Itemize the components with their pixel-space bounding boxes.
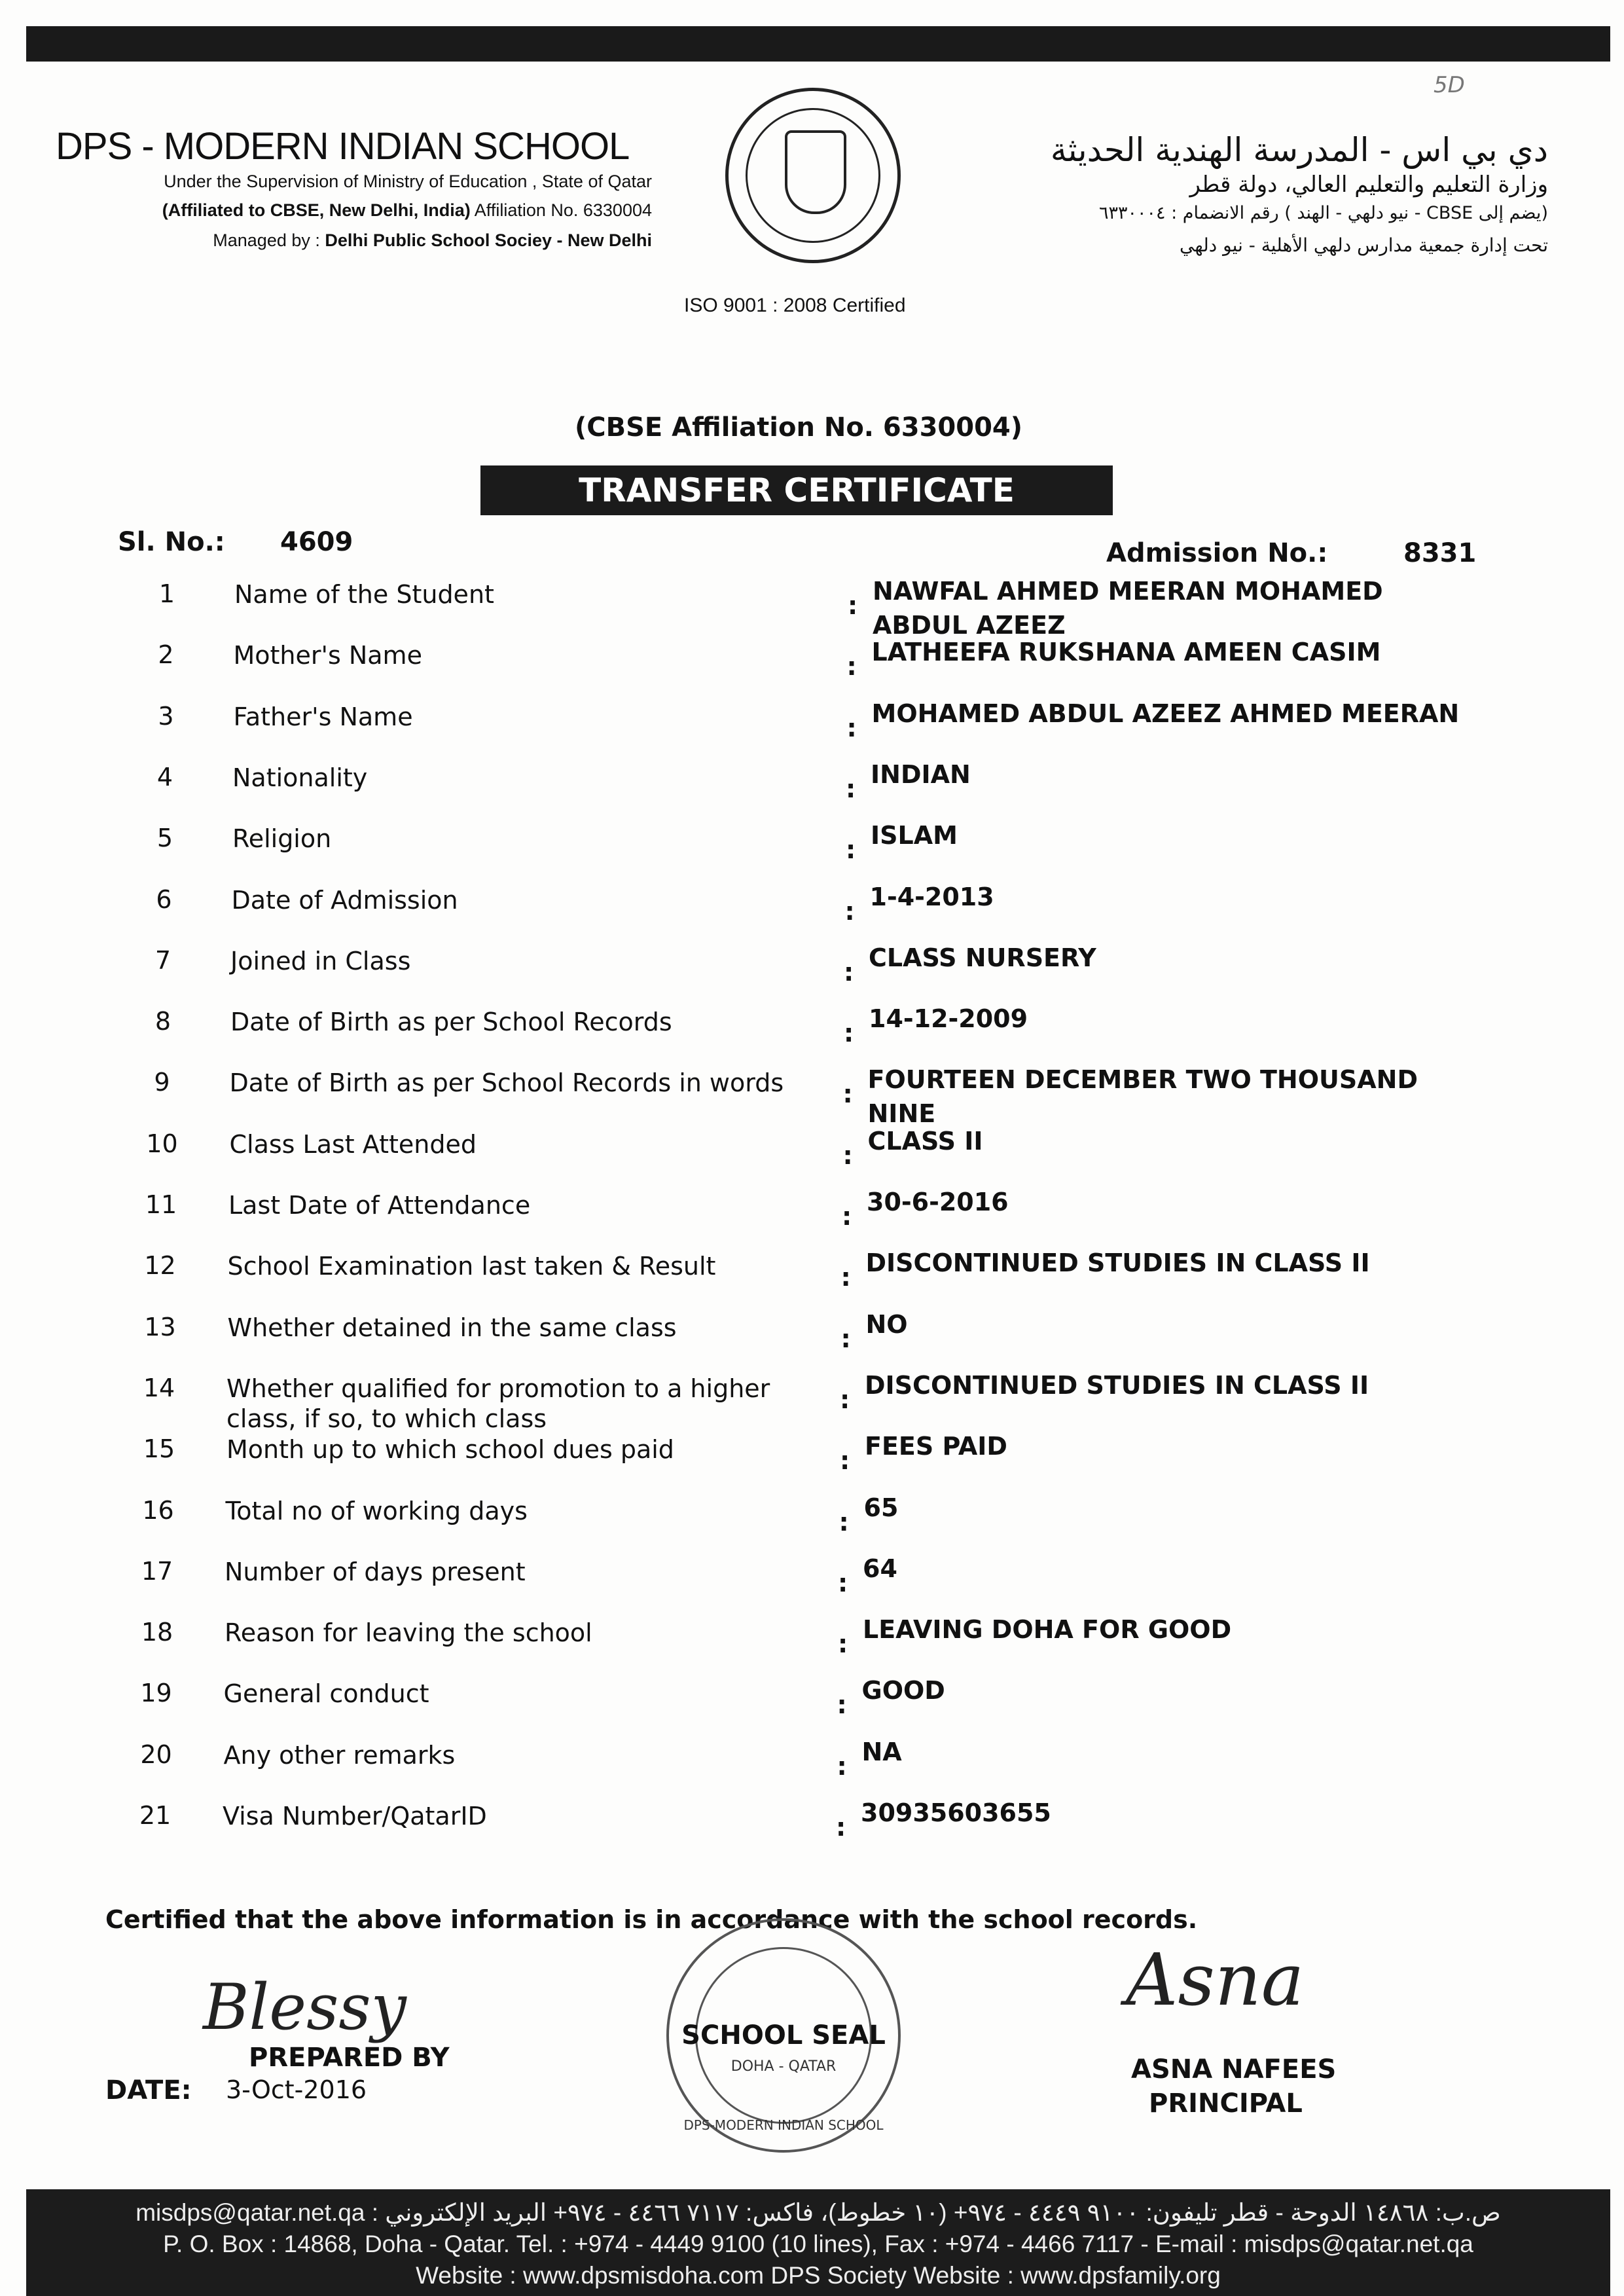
field-value: DISCONTINUED STUDIES IN CLASS II <box>865 1370 1369 1400</box>
field-value: 30-6-2016 <box>867 1188 1009 1216</box>
field-colon: : <box>839 1507 849 1537</box>
field-colon: : <box>840 1324 851 1353</box>
field-label: Date of Birth as per School Records in words <box>229 1068 784 1098</box>
field-colon: : <box>837 1751 847 1781</box>
seal-city: DOHA - QATAR <box>731 2058 837 2075</box>
arabic-managed: تحت إدارة جمعية مدارس دلهي الأهلية - نيو دلهي <box>1180 234 1548 256</box>
principal-signature: Asna <box>1126 1938 1305 2022</box>
field-value: NA <box>861 1737 902 1766</box>
field-number: 10 <box>146 1129 178 1158</box>
principal-title: PRINCIPAL <box>1149 2088 1303 2119</box>
field-value: MOHAMED ABDUL AZEEZ AHMED MEERAN <box>871 699 1460 728</box>
corner-mark: 5D <box>1434 72 1465 98</box>
field-value: DISCONTINUED STUDIES IN CLASS II <box>865 1248 1370 1278</box>
field-row <box>0 1370 1616 1433</box>
field-row <box>0 1434 1616 1493</box>
field-number: 2 <box>158 640 174 670</box>
field-number: 12 <box>144 1251 176 1281</box>
field-row <box>0 1554 1614 1616</box>
top-bar <box>26 26 1610 62</box>
field-label: School Examination last taken & Result <box>227 1252 716 1281</box>
field-row <box>0 1126 1619 1188</box>
supervision-text: Under the Supervision of Ministry of Education , State of Qatar <box>164 172 652 191</box>
field-number: 16 <box>142 1495 174 1525</box>
sl-no-value: 4609 <box>280 527 353 557</box>
field-value: 30935603655 <box>861 1798 1051 1827</box>
field-number: 7 <box>154 945 171 975</box>
school-logo <box>725 88 901 263</box>
field-label: Father's Name <box>233 702 413 731</box>
field-number: 14 <box>143 1373 175 1402</box>
certification-statement: Certified that the above information is in accordance with the school records. <box>105 1905 1198 1934</box>
field-colon: : <box>848 591 858 620</box>
footer-website: Website : www.dpsmisdoha.com DPS Society Website : www.dpsfamily.org <box>416 2262 1221 2289</box>
field-label: Reason for leaving the school <box>225 1618 592 1648</box>
field-value: 14-12-2009 <box>869 1004 1028 1034</box>
arabic-school-name: دي بي اس - المدرسة الهندية الحديثة <box>1050 131 1548 169</box>
field-label: Date of Birth as per School Records <box>230 1008 672 1037</box>
field-value: CLASS NURSERY <box>869 943 1096 972</box>
field-number: 1 <box>158 579 175 608</box>
field-colon: : <box>838 1568 848 1597</box>
field-value: NO <box>865 1309 908 1339</box>
field-label: Joined in Class <box>230 946 411 975</box>
field-number: 4 <box>156 762 173 792</box>
field-number: 18 <box>141 1618 173 1647</box>
preparer-signature: Blessy <box>203 1971 406 2044</box>
sl-no-label: Sl. No.: <box>118 527 225 557</box>
field-row <box>0 579 1624 638</box>
field-label: Any other remarks <box>223 1740 456 1770</box>
managed-by: Delhi Public School Sociey - New Delhi <box>325 230 652 250</box>
field-colon: : <box>846 652 857 682</box>
field-label: Name of the Student <box>234 580 494 609</box>
field-value: LATHEEFA RUKSHANA AMEEN CASIM <box>871 638 1381 667</box>
footer-contact: P. O. Box : 14868, Doha - Qatar. Tel. : +974 - 4449 9100 (10 lines), Fax : +974 - 4466 7117 - E-mail : misdps@qatar.net.qa <box>163 2231 1473 2257</box>
field-label: Nationality <box>232 763 368 792</box>
field-value: FOURTEEN DECEMBER TWO THOUSAND NINE <box>867 1065 1418 1129</box>
field-row <box>0 1309 1617 1372</box>
field-colon: : <box>846 774 856 803</box>
footer <box>26 2189 1610 2296</box>
field-number: 17 <box>141 1556 173 1586</box>
field-row <box>0 759 1622 822</box>
field-number: 5 <box>156 824 173 853</box>
field-row <box>0 1190 1618 1249</box>
field-number: 15 <box>143 1434 175 1464</box>
field-value: FEES PAID <box>865 1432 1007 1461</box>
field-value: ISLAM <box>871 821 958 850</box>
field-colon: : <box>846 835 856 865</box>
field-number: 8 <box>154 1007 171 1036</box>
field-value: CLASS II <box>867 1126 983 1156</box>
date-label: DATE: <box>105 2075 192 2105</box>
certificate-title: TRANSFER CERTIFICATE <box>480 465 1113 515</box>
field-row <box>0 1737 1614 1799</box>
field-label: Religion <box>232 824 332 854</box>
school-seal-stamp <box>666 1918 901 2153</box>
admission-no-value: 8331 <box>1403 538 1477 568</box>
seal-label: SCHOOL SEAL <box>681 2020 886 2050</box>
affiliation-number: Affiliation No. 6330004 <box>474 200 652 220</box>
field-value: NAWFAL AHMED MEERAN MOHAMED ABDUL AZEEZ <box>873 577 1383 640</box>
prepared-by-label: PREPARED BY <box>249 2043 450 2073</box>
managed-line <box>213 230 652 251</box>
field-label: Total no of working days <box>225 1496 528 1525</box>
field-row <box>0 1004 1620 1066</box>
field-colon: : <box>842 1202 852 1231</box>
field-label: Month up to which school dues paid <box>226 1435 674 1465</box>
field-label: Date of Admission <box>231 885 458 915</box>
field-row <box>0 882 1621 944</box>
field-colon: : <box>842 1140 853 1170</box>
field-label: Class Last Attended <box>229 1129 477 1159</box>
field-row <box>0 1615 1614 1677</box>
admission-no-label: Admission No.: <box>1106 538 1328 568</box>
field-colon: : <box>836 1813 846 1842</box>
iso-certification: ISO 9001 : 2008 Certified <box>684 295 906 316</box>
field-row <box>0 821 1622 883</box>
field-label: Mother's Name <box>233 641 422 670</box>
field-row <box>0 943 1620 1005</box>
field-colon: : <box>844 957 854 987</box>
field-label: Whether qualified for promotion to a higher class, if so, to which class <box>226 1374 770 1433</box>
field-number: 11 <box>145 1190 177 1219</box>
field-number: 6 <box>156 884 172 914</box>
school-name: DPS - MODERN INDIAN SCHOOL <box>56 125 630 168</box>
affiliation-line <box>162 200 652 221</box>
field-colon: : <box>846 713 857 742</box>
arabic-ministry: وزارة التعليم والتعليم العالي، دولة قطر <box>1189 172 1548 198</box>
field-number: 21 <box>139 1801 171 1830</box>
affiliated-text: (Affiliated to CBSE, New Delhi, India) <box>162 200 471 220</box>
field-value: LEAVING DOHA FOR GOOD <box>863 1615 1232 1645</box>
field-colon: : <box>837 1690 847 1720</box>
field-colon: : <box>840 1446 850 1476</box>
field-value: 65 <box>863 1493 899 1522</box>
field-colon: : <box>840 1385 850 1414</box>
field-row <box>0 699 1623 761</box>
field-value: 64 <box>863 1554 897 1583</box>
field-number: 20 <box>140 1740 172 1769</box>
field-row <box>0 1248 1617 1310</box>
footer-arabic: ص.ب: ١٤٨٦٨ الدوحة - قطر تليفون: ٩١٠٠ ٤٤٤٩ - ٩٧٤+ (١٠ خطوط)، فاكس: ٧١١٧ ٤٤٦٦ - ٩٧٤+ البريد الإلكتروني : misdps@qatar.net.qa <box>135 2199 1501 2226</box>
managed-label: Managed by : <box>213 230 320 250</box>
field-row <box>0 640 1623 699</box>
field-colon: : <box>844 896 855 926</box>
field-number: 13 <box>144 1312 176 1341</box>
field-row <box>0 1493 1615 1555</box>
field-number: 9 <box>154 1068 170 1097</box>
date-value: 3-Oct-2016 <box>226 2075 367 2104</box>
field-label: Number of days present <box>225 1557 526 1586</box>
field-row <box>0 1676 1614 1738</box>
field-row <box>0 1065 1619 1129</box>
field-colon: : <box>840 1263 851 1292</box>
field-number: 3 <box>158 701 174 731</box>
field-colon: : <box>838 1630 848 1659</box>
field-colon: : <box>842 1080 853 1109</box>
field-value: GOOD <box>861 1676 945 1705</box>
field-label: Whether detained in the same class <box>227 1313 677 1342</box>
field-value: INDIAN <box>871 759 971 789</box>
field-value: 1-4-2013 <box>869 882 994 911</box>
field-number: 19 <box>140 1679 172 1708</box>
field-label: Last Date of Attendance <box>228 1191 531 1220</box>
seal-ring-text: DPS-MODERN INDIAN SCHOOL <box>683 2117 884 2133</box>
arabic-affiliation: (يضم إلى CBSE - نيو دلهي - الهند ) رقم الانضمام : ٦٣٣٠٠٠٤ <box>1098 203 1548 223</box>
principal-name: ASNA NAFEES <box>1131 2054 1337 2085</box>
field-colon: : <box>844 1019 854 1048</box>
field-label: General conduct <box>223 1679 429 1709</box>
field-label: Visa Number/QatarID <box>223 1802 487 1831</box>
field-row <box>0 1798 1612 1860</box>
cbse-affiliation: (CBSE Affiliation No. 6330004) <box>574 412 1023 443</box>
